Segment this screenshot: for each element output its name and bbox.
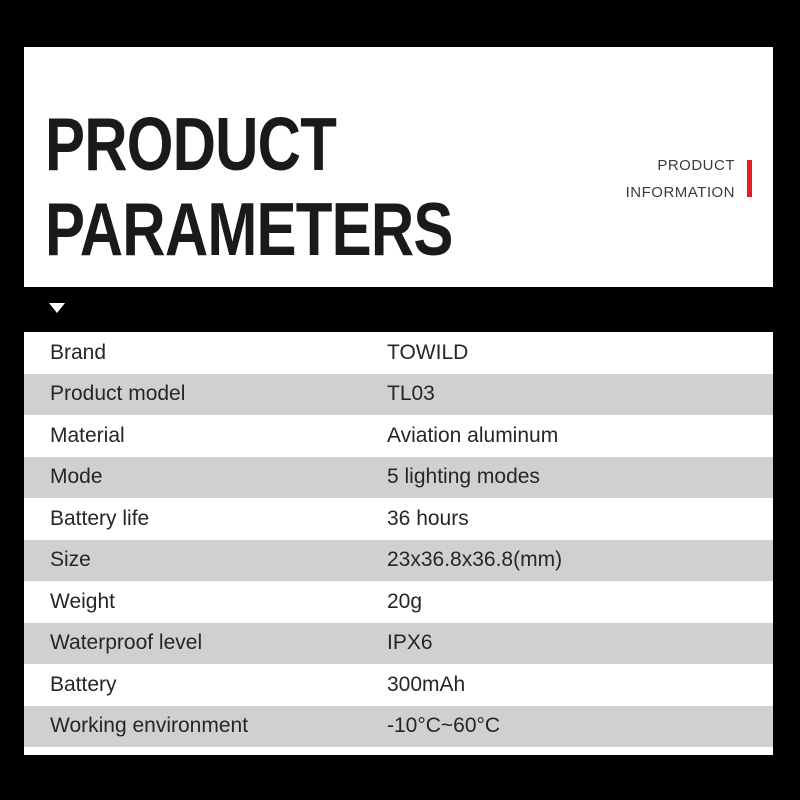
row-label: Mode bbox=[50, 465, 103, 489]
page-title-line1: PRODUCT bbox=[45, 102, 337, 186]
table-row bbox=[24, 706, 773, 748]
red-accent-bar bbox=[747, 160, 752, 197]
row-value: 20g bbox=[387, 589, 423, 613]
product-information-label bbox=[626, 152, 735, 206]
row-value: -10°C~60°C bbox=[387, 714, 501, 738]
row-value: 23x36.8x36.8(mm) bbox=[387, 548, 563, 572]
row-label: Working environment bbox=[50, 714, 249, 738]
row-label: Battery life bbox=[50, 506, 150, 530]
row-label: Size bbox=[50, 548, 91, 572]
table-row bbox=[24, 457, 773, 499]
row-value: 5 lighting modes bbox=[387, 465, 540, 489]
spec-table bbox=[24, 332, 773, 755]
row-value: TL03 bbox=[387, 382, 435, 406]
row-value: 300mAh bbox=[387, 672, 466, 696]
table-row bbox=[24, 415, 773, 457]
row-value: IPX6 bbox=[387, 631, 433, 655]
page-title-line2: PARAMETERS bbox=[45, 187, 453, 271]
row-label: Product model bbox=[50, 382, 186, 406]
table-row bbox=[24, 664, 773, 706]
row-value: Aviation aluminum bbox=[387, 423, 559, 447]
row-label: Weight bbox=[50, 589, 115, 613]
product-information-line2: INFORMATION bbox=[625, 184, 735, 201]
row-label: Material bbox=[50, 423, 125, 447]
row-label: Waterproof level bbox=[50, 631, 203, 655]
page-title bbox=[45, 102, 453, 272]
row-value: TOWILD bbox=[387, 340, 469, 364]
table-row bbox=[24, 332, 773, 374]
divider-band bbox=[0, 287, 800, 332]
header-card bbox=[24, 47, 773, 287]
table-row bbox=[24, 581, 773, 623]
triangle-down-icon bbox=[49, 303, 65, 313]
row-value: 36 hours bbox=[387, 506, 469, 530]
product-information-line1: PRODUCT bbox=[657, 157, 735, 174]
row-label: Brand bbox=[50, 340, 107, 364]
table-row bbox=[24, 540, 773, 582]
table-row bbox=[24, 498, 773, 540]
table-row bbox=[24, 623, 773, 665]
row-label: Battery bbox=[50, 672, 117, 696]
table-row bbox=[24, 374, 773, 416]
